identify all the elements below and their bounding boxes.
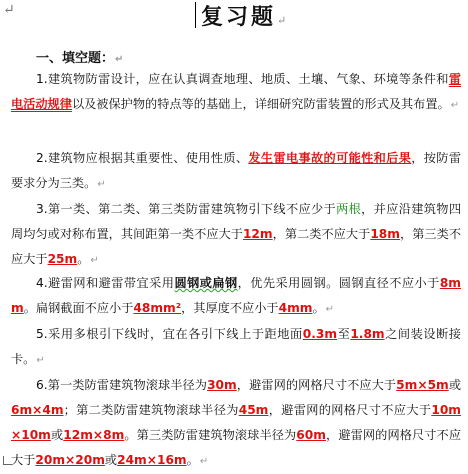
q4-text-d: ，其厚度不应小于 <box>181 301 279 315</box>
q5-answer-2: 1.8m <box>350 327 385 341</box>
return-mark-icon: ↵ <box>325 304 335 315</box>
q6-answer-4: 45m <box>238 403 269 417</box>
question-6[interactable] <box>11 373 461 474</box>
q6-answer-9: 24m×16m <box>117 453 187 467</box>
q6-text-d: ；第二类防雷建筑物滚球半径为 <box>63 403 239 417</box>
q6-answer-8: 20m×20m <box>35 453 105 467</box>
q1-answer-1: 雷电活动规律 <box>11 72 461 111</box>
q6-answer-7: 60m <box>296 428 326 442</box>
section-heading-text: 一、填空题： <box>36 51 115 66</box>
q4-answer-1: 圆钢或扁钢 <box>174 276 238 290</box>
q4-text-b: ，优先采用圆钢。圆钢直径不应小于 <box>237 276 440 290</box>
q5-text-a: 5.采用多根引下线时，宜在各引下线上于距地面 <box>36 327 303 341</box>
q6-text-b: ，避雷网的网格尺寸不应大于 <box>236 378 397 392</box>
q6-text-c: 或 <box>448 378 462 392</box>
q2-text-b: ，按防雷要求分为三类。 <box>11 151 462 190</box>
text-cursor <box>195 2 196 28</box>
q4-answer-2: 8mm <box>11 276 462 315</box>
q3-answer-1: 两根 <box>336 202 362 216</box>
q6-text-h: ，避雷网的网格尺寸不应大于 <box>11 428 462 467</box>
q6-answer-5: 10m×10m <box>11 403 462 442</box>
q6-text-g: 。第三类防雷建筑物滚球半径为 <box>124 428 297 442</box>
return-mark-icon: ↵ <box>450 100 460 111</box>
return-mark-icon: ↵ <box>277 14 287 27</box>
q5-text-b: 至 <box>337 327 351 341</box>
q3-text-d: ，第三类不应大于 <box>11 227 462 266</box>
return-mark-icon: ↵ <box>115 54 124 65</box>
q2-answer-1: 发生雷电事故的可能性和后果 <box>248 151 412 165</box>
q6-text-i: 或 <box>104 453 118 467</box>
q1-text-b: 以及被保护物的特点等的基础上，详细研究防雷装置的形式及其布置。 <box>71 97 450 111</box>
question-1[interactable] <box>11 67 461 118</box>
q6-text-f: 或 <box>50 428 64 442</box>
q6-answer-3: 6m×4m <box>11 403 64 417</box>
return-mark-icon: ↵ <box>36 355 45 366</box>
q3-answer-2: 12m <box>242 227 273 241</box>
question-3[interactable] <box>11 197 461 273</box>
q3-answer-3: 18m <box>370 227 400 241</box>
q6-answer-1: 30m <box>207 378 237 392</box>
q6-answer-6: 12m×8m <box>63 428 125 442</box>
q5-text-c: 之间装设断接卡。 <box>11 327 461 366</box>
q6-text-e: ，避雷网的网格尺寸不应大于 <box>268 403 432 417</box>
q4-text-c: 。扁钢截面不应小于 <box>23 301 134 315</box>
return-mark-icon: ↵ <box>90 255 99 266</box>
q4-answer-3: 48mm² <box>133 301 182 315</box>
title-text: 复习题 <box>201 4 277 30</box>
return-mark-icon: ↵ <box>97 179 106 190</box>
corner-mark-icon <box>3 456 12 465</box>
question-5[interactable] <box>11 322 461 373</box>
q6-text-a: 6.第一类防雷建筑物滚球半径为 <box>36 378 208 392</box>
q4-text-a: 4.避雷网和避雷带宜采用 <box>36 276 175 290</box>
q3-text-e: 。 <box>77 252 90 266</box>
q3-text-b: ，并应沿建筑物四周均匀或对称布置，其间距第一类不应大于 <box>11 202 462 241</box>
q3-answer-4: 25m <box>47 252 78 266</box>
q4-text-e: 。 <box>312 301 325 315</box>
question-2[interactable] <box>11 146 461 197</box>
paragraph-mark-icon: ↵ <box>3 2 15 18</box>
q1-text-a: 1.建筑物防雷设计，应在认真调查地理、地质、土壤、气象、环境等条件和 <box>36 72 449 86</box>
q6-text-j: 。 <box>186 453 199 467</box>
q3-text-c: ，第二类不应大于 <box>272 227 371 241</box>
q4-answer-4: 4mm <box>278 301 313 315</box>
return-mark-icon: ↵ <box>199 456 209 467</box>
q2-text-a: 2.建筑物应根据其重要性、使用性质、 <box>36 151 249 165</box>
q3-text-a: 3.第一类、第二类、第三类防雷建筑物引下线不应少于 <box>36 202 337 216</box>
q6-answer-2: 5m×5m <box>396 378 449 392</box>
question-4[interactable] <box>11 271 461 322</box>
section-heading[interactable] <box>36 47 123 66</box>
document-title[interactable] <box>201 0 286 31</box>
q5-answer-1: 0.3m <box>302 327 338 341</box>
